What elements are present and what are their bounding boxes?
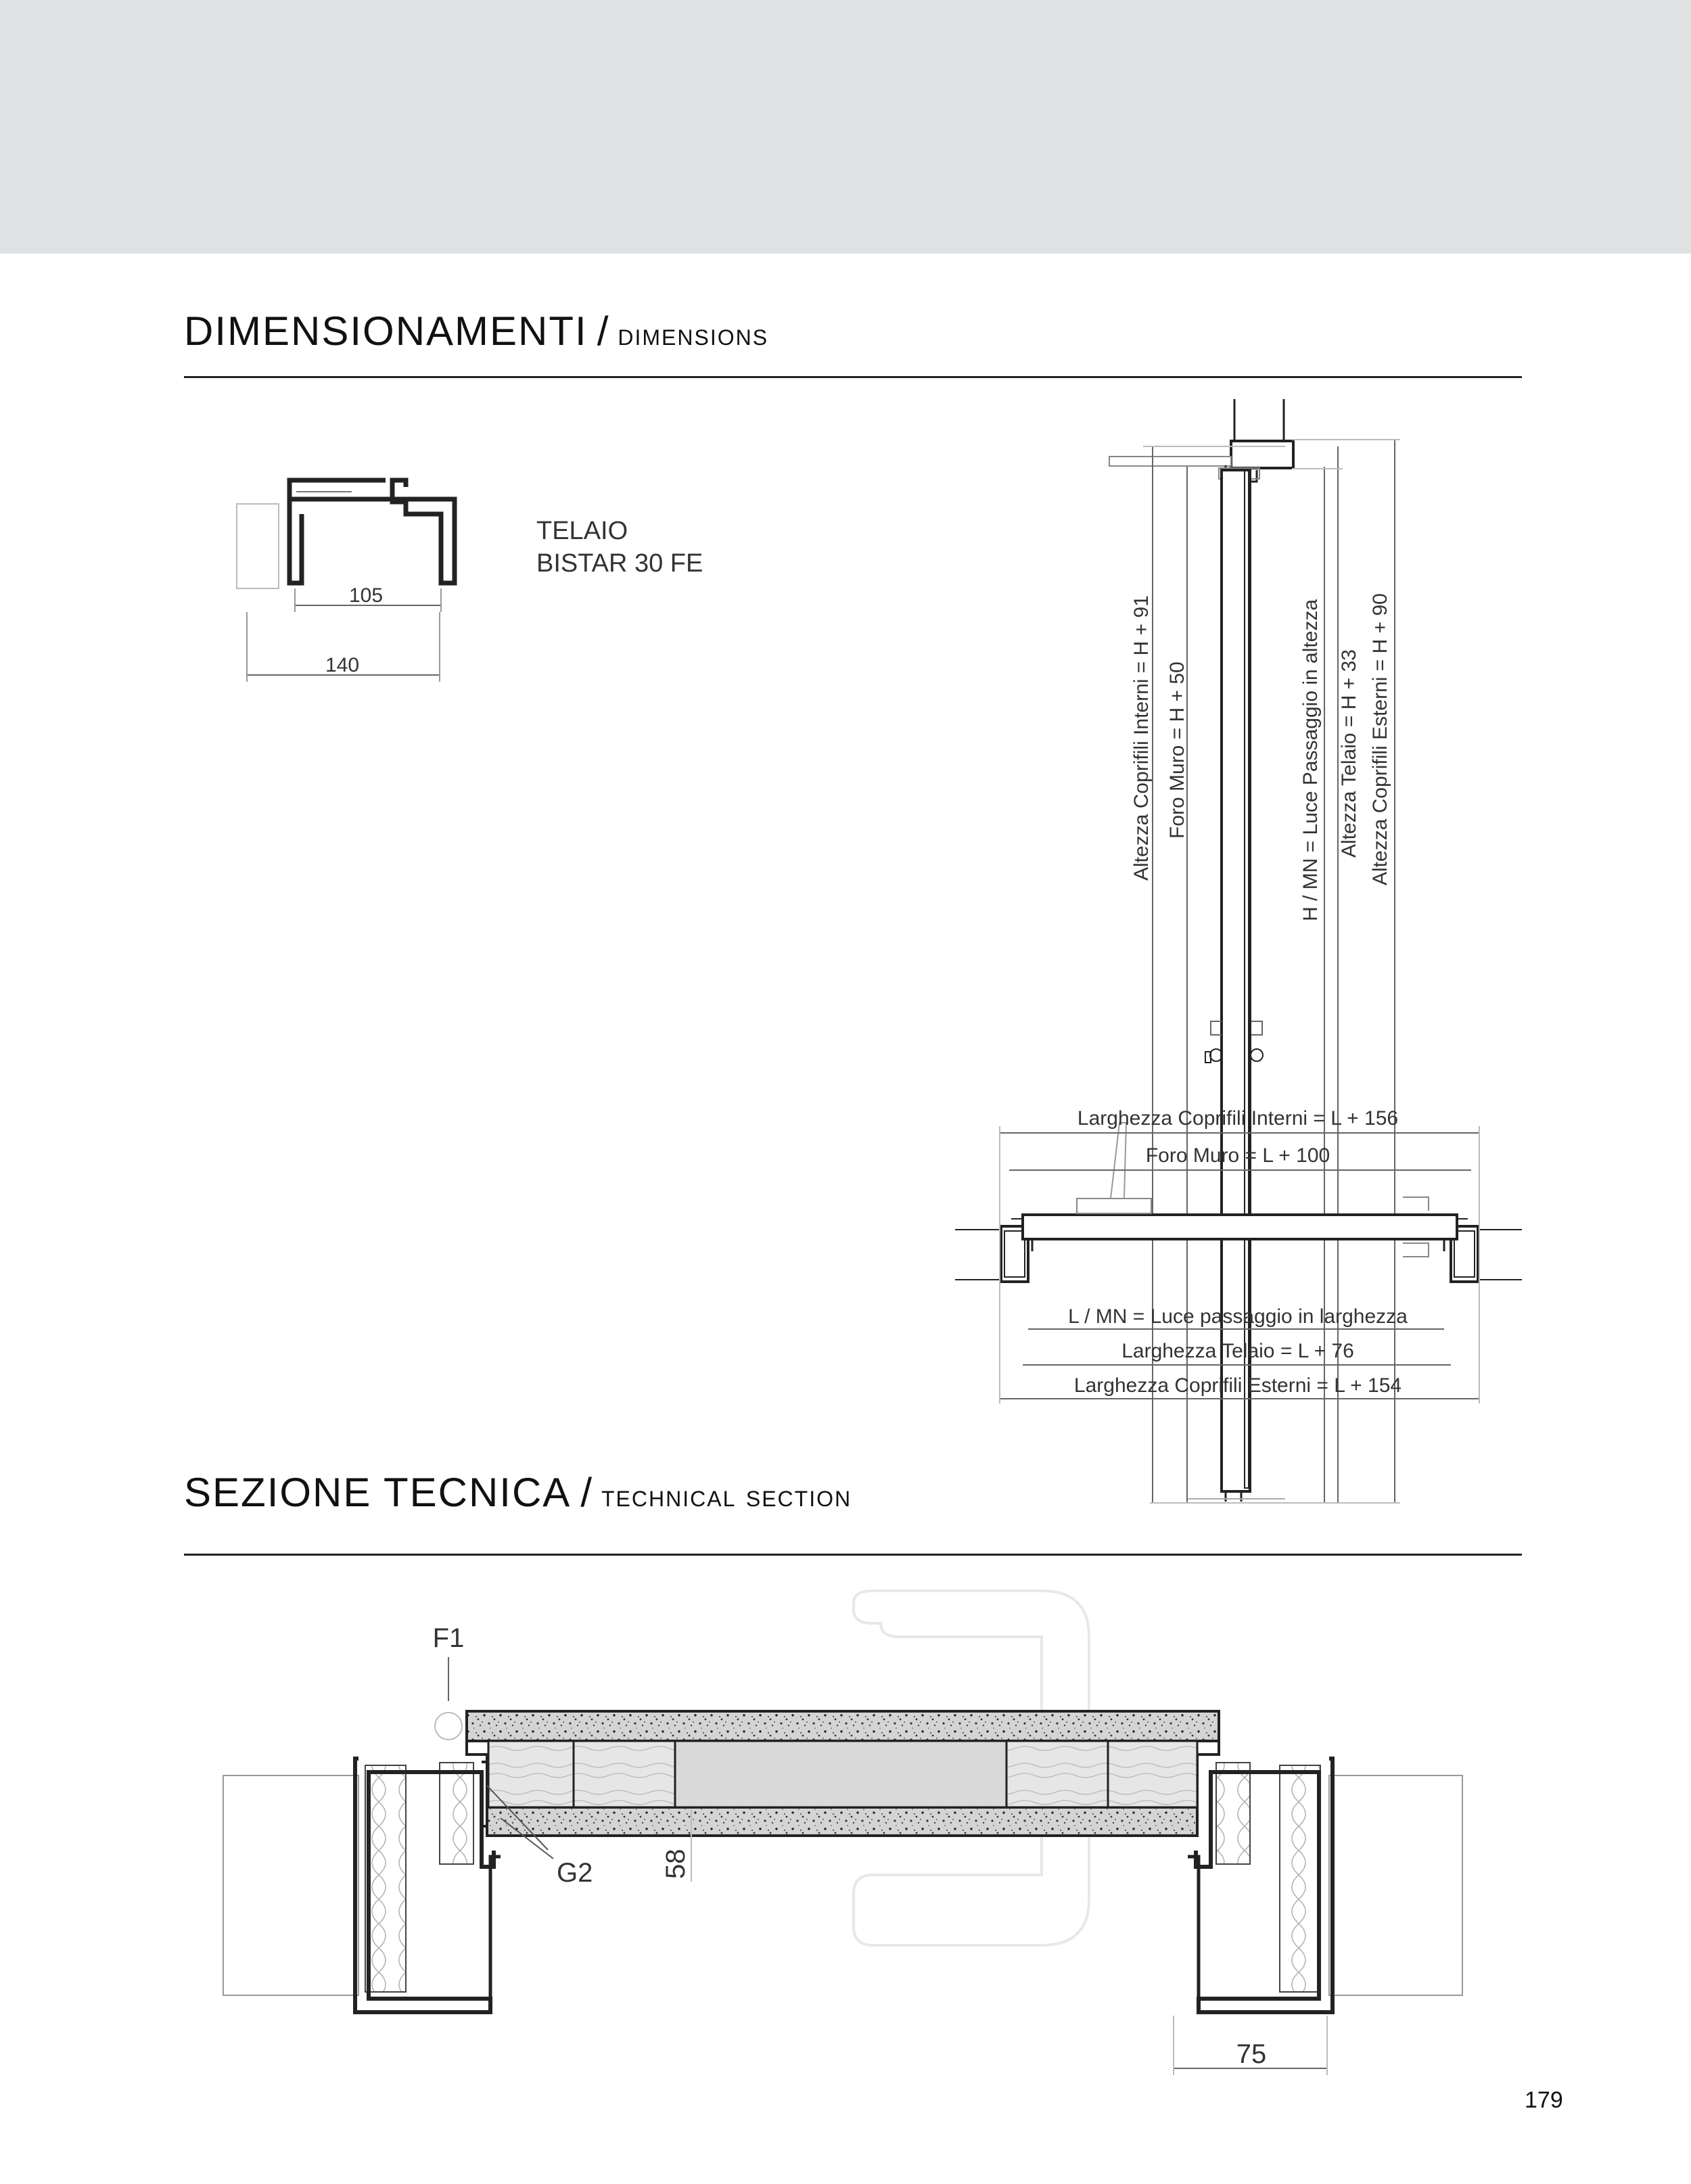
heading-subtitle: technical section [601,1479,852,1513]
door-leaf-plan [1023,1215,1457,1239]
elev-label-foro-muro: Foro Muro = H + 50 [1166,661,1188,839]
profile-name-line1: TELAIO [536,517,628,545]
heading-separator: / [597,308,609,354]
dim-label-58: 58 [661,1849,691,1879]
plan-label-larghezza-telaio: Larghezza Telaio = L + 76 [1121,1340,1354,1362]
wall-left [223,1775,358,1995]
profile-name-line2: BISTAR 30 FE [536,549,703,578]
dim-label-75: 75 [1236,2039,1267,2069]
gasket-f1 [435,1713,462,1740]
heading-title: DIMENSIONAMENTI [184,308,588,354]
technical-section-drawing [223,1591,1462,2075]
door-elevation-drawing [1109,399,1400,1503]
door-leaf-bottom-layer [487,1807,1197,1836]
wall-right [1329,1775,1462,1995]
elev-label-luce-passaggio: H / MN = Luce Passaggio in altezza [1299,599,1322,921]
plan-label-coprifili-interni: Larghezza Coprifili Interni = L + 156 [1077,1107,1399,1130]
heading-title: SEZIONE TECNICA [184,1470,572,1515]
callout-g2: G2 [557,1858,593,1888]
door-closer-arm [1109,457,1231,466]
dim-label-105: 105 [348,584,384,607]
callout-f1: F1 [432,1623,465,1653]
bistar-profile [289,480,455,583]
wall-outline [237,504,279,588]
page-number: 179 [1525,2087,1563,2113]
plan-label-coprifili-esterni: Larghezza Coprifili Esterni = L + 154 [1073,1374,1402,1397]
door-leaf-edge [1222,470,1250,1491]
elev-label-altezza-telaio: Altezza Telaio = H + 33 [1338,649,1360,858]
dim-label-140: 140 [325,654,360,676]
door-core [675,1741,1006,1807]
elev-label-coprifili-interni: Altezza Coprifili Interni = H + 91 [1130,595,1153,881]
plan-label-foro-muro: Foro Muro = L + 100 [1145,1144,1330,1167]
elev-label-coprifili-esterni: Altezza Coprifili Esterni = H + 90 [1369,593,1391,885]
heading-subtitle: dimensions [618,317,769,352]
frame-profile-drawing [237,480,455,682]
door-leaf-top-layer [467,1711,1219,1741]
heading-separator: / [580,1470,592,1515]
plan-label-luce-passaggio: L / MN = Luce passaggio in larghezza [1068,1305,1408,1328]
